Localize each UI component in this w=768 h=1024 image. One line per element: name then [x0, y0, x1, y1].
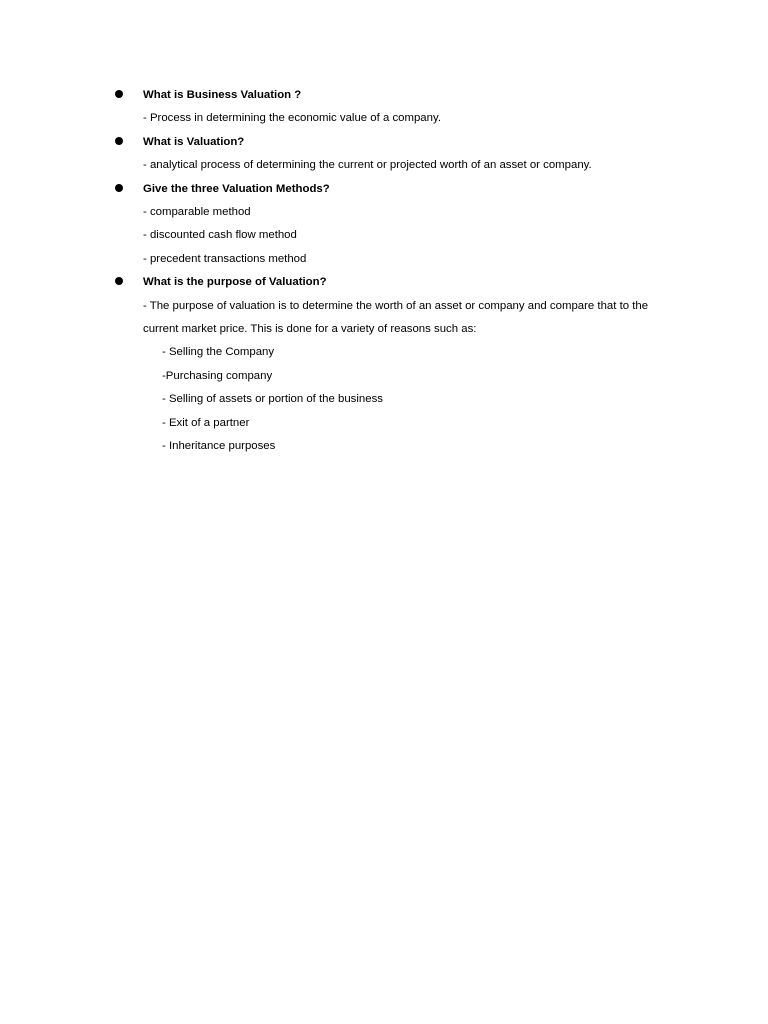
qa-item-valuation: [114, 131, 674, 178]
question-heading: What is the purpose of Valuation?: [143, 276, 327, 289]
answer-line: - analytical process of determining the current or projected worth of an asset or company.: [143, 159, 592, 172]
question-heading: Give the three Valuation Methods?: [143, 182, 330, 195]
document-body: [114, 84, 674, 459]
answer-line: - comparable method: [143, 206, 251, 219]
qa-item-valuation-purpose: [114, 271, 674, 458]
answer-paragraph: - The purpose of valuation is to determine the worth of an asset or company and compare that to the current market price. This is done for a variety of reasons such as:: [143, 299, 649, 336]
bullet-icon: [115, 184, 123, 192]
bullet-icon: [115, 277, 123, 285]
qa-item-valuation-methods: [114, 178, 674, 272]
reason-item: - Inheritance purposes: [162, 440, 276, 453]
answer-line: - discounted cash flow method: [143, 229, 297, 242]
reason-item: - Selling the Company: [162, 346, 275, 359]
answer-line: - Process in determining the economic value of a company.: [143, 112, 441, 125]
reason-item: -Purchasing company: [162, 369, 273, 382]
reason-item: - Selling of assets or portion of the business: [162, 393, 383, 406]
qa-item-business-valuation: [114, 84, 674, 131]
question-heading: What is Valuation?: [143, 135, 245, 148]
question-heading: What is Business Valuation ?: [143, 89, 302, 101]
answer-line: - precedent transactions method: [143, 252, 307, 265]
bullet-icon: [115, 90, 123, 98]
reason-item: - Exit of a partner: [162, 416, 250, 429]
bullet-icon: [115, 137, 123, 145]
